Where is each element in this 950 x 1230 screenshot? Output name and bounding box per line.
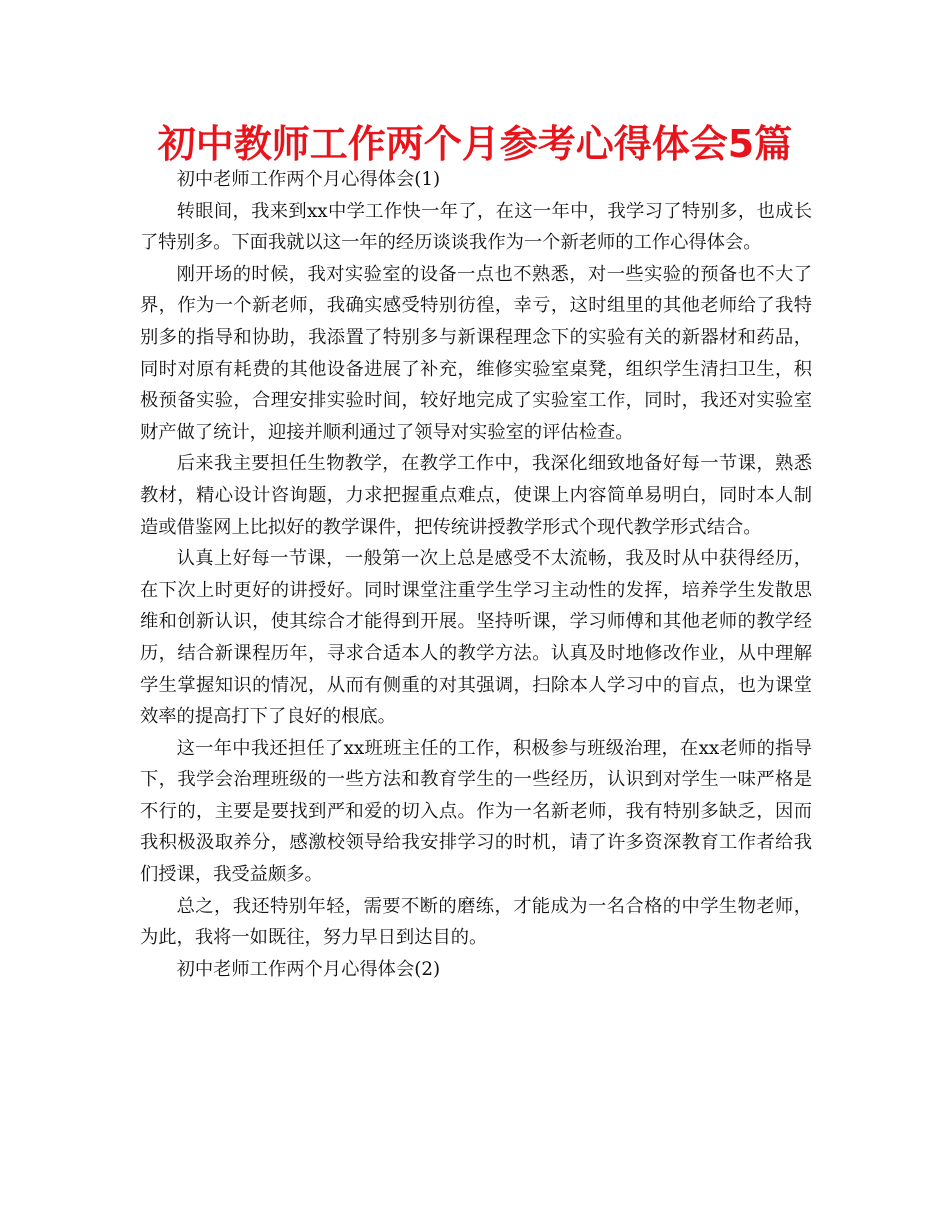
paragraph-1: 转眼间，我来到xx中学工作快一年了，在这一年中，我学习了特别多，也成长了特别多。下面我就以这一年的经历谈谈我作为一个新老师的工作心得体会。 bbox=[140, 200, 812, 254]
document-title: 初中教师工作两个月参考心得体会5篇 bbox=[157, 122, 793, 166]
section-heading-2: 初中老师工作两个月心得体会(2) bbox=[176, 958, 441, 980]
paragraph-6: 总之，我还特别年轻，需要不断的磨练，才能成为一名合格的中学生物老师，为此，我将一如既往，努力早日到达目的。 bbox=[140, 895, 812, 949]
paragraph-2: 刚开场的时候，我对实验室的设备一点也不熟悉，对一些实验的预备也不大了界，作为一个新老师，我确实感受特别彷徨，幸亏，这时组里的其他老师给了我特别多的指导和协助，我添置了特别多与新课程理念下的实验有关的新器材和药品，同时对原有耗费的其他设备进展了补充，维修实验室桌凳，组织学生清扫卫生，积极预备实验，合理安排实验时间，较好地完成了实验室工作，同时，我还对实验室财产做了统计，迎接并顺利通过了领导对实验室的评估检查。 bbox=[140, 263, 812, 443]
paragraph-4: 认真上好每一节课，一般第一次上总是感受不太流畅，我及时从中获得经历，在下次上时更好的讲授好。同时课堂注重学生学习主动性的发挥，培养学生发散思维和创新认识，使其综合才能得到开展。坚持听课，学习师傅和其他老师的教学经历，结合新课程历年，寻求合适本人的教学方法。认真及时地修改作业，从中理解学生掌握知识的情况，从而有侧重的对其强调，扫除本人学习中的盲点，也为课堂效率的提高打下了良好的根底。 bbox=[140, 548, 812, 728]
section-heading-1: 初中老师工作两个月心得体会(1) bbox=[176, 169, 441, 190]
document-body bbox=[140, 164, 812, 985]
paragraph-3: 后来我主要担任生物教学，在教学工作中，我深化细致地备好每一节课，熟悉教材，精心设计咨询题，力求把握重点难点，使课上内容简单易明白，同时本人制造或借鉴网上比拟好的教学课件，把传统讲授教学形式个现代教学形式结合。 bbox=[140, 453, 812, 538]
paragraph-5: 这一年中我还担任了xx班班主任的工作，积极参与班级治理，在xx老师的指导下，我学会治理班级的一些方法和教育学生的一些经历，认识到对学生一味严格是不行的，主要是要找到严和爱的切入点。作为一名新老师，我有特别多缺乏，因而我积极汲取养分，感激校领导给我安排学习的时机，请了许多资深教育工作者给我们授课，我受益颇多。 bbox=[140, 737, 812, 886]
